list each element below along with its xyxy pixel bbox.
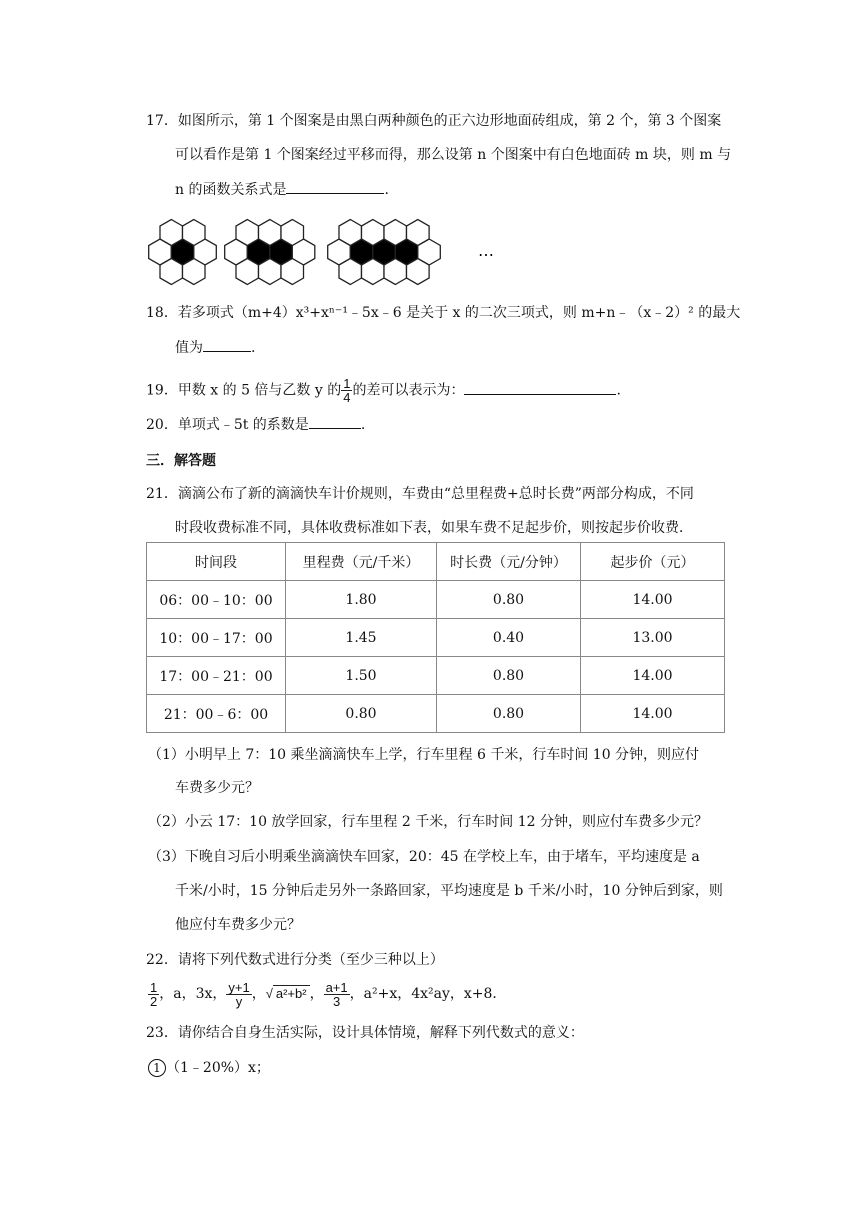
q21-text: 滴滴公布了新的滴滴快车计价规则，车费由“总里程费+总时长费”两部分构成，不同 — [177, 486, 694, 502]
expr-text: ，a，3x， — [159, 986, 227, 1002]
q20-line — [146, 414, 365, 435]
q17-line3 — [175, 179, 389, 200]
period: . — [251, 340, 256, 356]
table-cell: 10：00﹣17：00 — [147, 619, 286, 657]
q23-item-text: （1﹣20%）x； — [166, 1060, 270, 1076]
radicand: a²+b² — [273, 985, 310, 1001]
circled-number: 1 — [148, 1059, 166, 1077]
q17-line1 — [146, 111, 721, 131]
white-hexagon-tile — [384, 259, 407, 285]
white-hexagon-tile — [160, 259, 183, 285]
question-number: 22． — [146, 952, 178, 968]
header-cell: 里程费（元/千米） — [286, 543, 437, 581]
answer-blank — [203, 337, 251, 352]
white-hexagon-tile — [407, 220, 430, 246]
q21-part3-line1: （3）下晚自习后小明乘坐滴滴快车回家，20：45 在学校上车，由于堵车，平均速度是 a — [148, 849, 700, 865]
white-hexagon-tile — [259, 259, 282, 285]
white-hexagon-tile — [339, 220, 362, 246]
table-cell: 13.00 — [581, 619, 725, 657]
white-hexagon-tile — [362, 259, 385, 285]
white-hexagon-tile — [281, 220, 304, 246]
table-row — [147, 619, 725, 657]
q18-line1 — [146, 303, 740, 323]
q22-text: 请将下列代数式进行分类（至少三种以上） — [177, 952, 444, 968]
q23-item1 — [148, 1058, 270, 1078]
white-hexagon-tile — [183, 220, 206, 246]
table-cell: 1.50 — [286, 657, 437, 695]
white-hexagon-tile — [407, 259, 430, 285]
header-cell: 起步价（元） — [581, 543, 725, 581]
q22-line1 — [146, 950, 444, 970]
fraction-one-half: $\frac{1}{2}$ — [150, 979, 158, 1009]
header-cell: 时间段 — [147, 543, 286, 581]
question-number: 23． — [146, 1025, 178, 1041]
q21-part2: （2）小云 17：10 放学回家，行车里程 2 千米，行车时间 12 分钟，则应付车费多少元？ — [148, 814, 708, 830]
hexagon-tiles — [149, 220, 441, 285]
table-cell: 14.00 — [581, 581, 725, 619]
period: . — [384, 182, 389, 198]
q21-part1-line2: 车费多少元？ — [175, 780, 259, 796]
q17-line3-text: n 的函数关系式是 — [175, 182, 287, 198]
q17-text: 如图所示，第 1 个图案是由黑白两种颜色的正六边形地面砖组成，第 2 个，第 3 个图案 — [177, 113, 722, 129]
table-cell: 1.80 — [286, 581, 437, 619]
q18-line2-text: 值为 — [175, 340, 203, 356]
table-cell: 06：00﹣10：00 — [147, 581, 286, 619]
table-row — [147, 695, 725, 733]
sqrt-expression — [266, 979, 310, 1009]
white-hexagon-tile — [384, 220, 407, 246]
q21-part3-line2: 千米/小时，15 分钟后走另外一条路回家，平均速度是 b 千米/小时，10 分钟后到家，则 — [175, 883, 723, 899]
q17-line2: 可以看作是第 1 个图案经过平移而得，那么设第 n 个图案中有白色地面砖 m 块，则 m 与 — [175, 147, 732, 163]
q21-part3-line3: 他应付车费多少元？ — [175, 917, 301, 933]
q18-line2 — [175, 337, 255, 358]
white-hexagon-tile — [236, 259, 259, 285]
table-cell: 14.00 — [581, 657, 725, 695]
hexagon-pattern-figure — [148, 212, 498, 292]
table-header-row — [147, 543, 725, 581]
table-row — [147, 581, 725, 619]
question-number: 21． — [146, 486, 178, 502]
q19-line — [146, 377, 621, 404]
table-cell: 0.40 — [437, 619, 581, 657]
q23-line1 — [146, 1023, 584, 1043]
white-hexagon-tile — [362, 220, 385, 246]
table-cell: 1.45 — [286, 619, 437, 657]
table-cell: 0.80 — [437, 581, 581, 619]
table-cell: 0.80 — [437, 695, 581, 733]
q21-line1 — [146, 484, 694, 504]
q23-text: 请你结合自身生活实际，设计具体情境，解释下列代数式的意义： — [177, 1025, 584, 1041]
ellipsis: … — [478, 241, 494, 260]
white-hexagon-tile — [259, 220, 282, 246]
white-hexagon-tile — [183, 259, 206, 285]
answer-blank — [286, 179, 384, 194]
answer-blank — [464, 380, 616, 395]
white-hexagon-tile — [160, 220, 183, 246]
expr-text: ，a²+x，4x²ay，x+8． — [349, 986, 507, 1002]
q20-text: 单项式﹣5t 的系数是 — [177, 417, 309, 433]
period: . — [616, 382, 621, 399]
question-number: 20． — [146, 417, 178, 433]
q22-expressions — [148, 979, 506, 1009]
section-heading: 三．解答题 — [146, 453, 216, 469]
question-number: 19． — [146, 382, 178, 399]
question-number: 18． — [146, 305, 178, 321]
q19-text-a: 甲数 x 的 5 倍与乙数 y 的 — [177, 382, 342, 399]
fraction-a-plus-1-over-3: $\frac{a+1}{3}$ — [325, 979, 348, 1009]
q21-part1-line1: （1）小明早上 7：10 乘坐滴滴快车上学，行车里程 6 千米，行车时间 10 分钟，则应付 — [148, 747, 700, 763]
separator: ， — [251, 986, 266, 1002]
separator: ， — [309, 986, 324, 1002]
white-hexagon-tile — [236, 220, 259, 246]
table-cell: 0.80 — [437, 657, 581, 695]
white-hexagon-tile — [339, 259, 362, 285]
fraction-one-quarter: $\frac{1}{4}$ — [343, 376, 351, 405]
white-hexagon-tile — [281, 259, 304, 285]
table-cell: 14.00 — [581, 695, 725, 733]
table-cell: 17：00﹣21：00 — [147, 657, 286, 695]
fraction-y-plus-1-over-y: $\frac{y+1}{y}$ — [228, 979, 250, 1009]
table-cell: 21：00﹣6：00 — [147, 695, 286, 733]
q21-line2: 时段收费标准不同，具体收费标准如下表，如果车费不足起步价，则按起步价收费． — [175, 520, 693, 536]
question-number: 17． — [146, 113, 178, 129]
header-cell: 时长费（元/分钟） — [437, 543, 581, 581]
q19-text-b: 的差可以表示为： — [352, 382, 465, 399]
answer-blank — [309, 414, 361, 429]
q18-text: 若多项式（m+4）x³+xⁿ⁻¹﹣5x﹣6 是关于 x 的二次三项式，则 m+n﹣（x﹣2）² 的最大 — [177, 305, 741, 321]
period: . — [360, 417, 366, 433]
radical-sign: √ — [265, 986, 273, 1001]
table-cell: 0.80 — [286, 695, 437, 733]
table-row — [147, 657, 725, 695]
fare-table — [146, 542, 725, 733]
